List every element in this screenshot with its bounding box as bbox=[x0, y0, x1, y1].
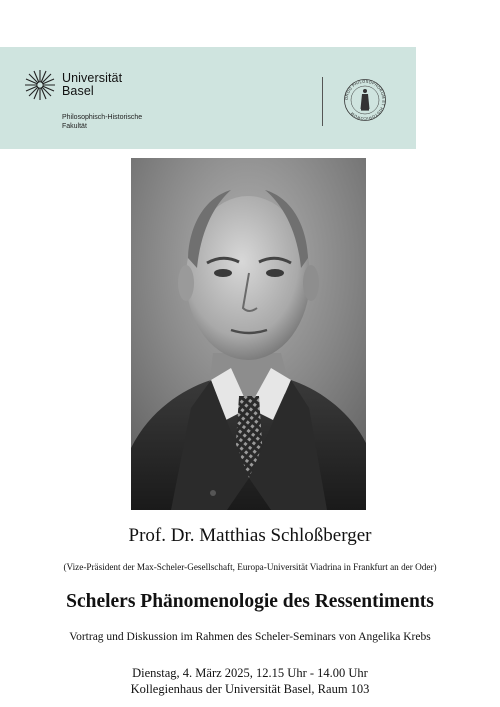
event-datetime: Dienstag, 4. März 2025, 12.15 Uhr - 14.00 Uhr bbox=[132, 666, 368, 680]
header-band bbox=[0, 47, 416, 149]
speaker-name: Prof. Dr. Matthias Schloßberger bbox=[128, 525, 372, 546]
talk-subtitle: Vortrag und Diskussion im Rahmen des Scheler-Seminars von Angelika Krebs bbox=[69, 631, 431, 643]
faculty-name-line1: Philosophisch-Historische bbox=[62, 114, 143, 121]
university-name bbox=[62, 72, 122, 98]
event-venue: Kollegienhaus der Universität Basel, Raum 103 bbox=[130, 682, 370, 696]
university-name-line1: Universität bbox=[62, 71, 123, 85]
talk-title: Schelers Phänomenologie des Ressentiments bbox=[66, 591, 434, 612]
speaker-affiliation: (Vize-Präsident der Max-Scheler-Gesellschaft, Europa-Universität Viadrina in Frankfurt an der Oder) bbox=[63, 562, 437, 572]
speaker-portrait-photo bbox=[131, 158, 366, 510]
header-divider bbox=[322, 77, 323, 126]
faculty-name bbox=[62, 113, 142, 131]
faculty-name-line2: Fakultät bbox=[62, 123, 87, 130]
university-basel-logo-icon bbox=[24, 69, 56, 101]
seal-text: ORDO PHILOSOPHORUM ET HISTORICORUM bbox=[343, 78, 387, 122]
university-name-line2: Basel bbox=[62, 84, 94, 98]
ordo-philosophorum-seal-icon bbox=[343, 78, 387, 122]
